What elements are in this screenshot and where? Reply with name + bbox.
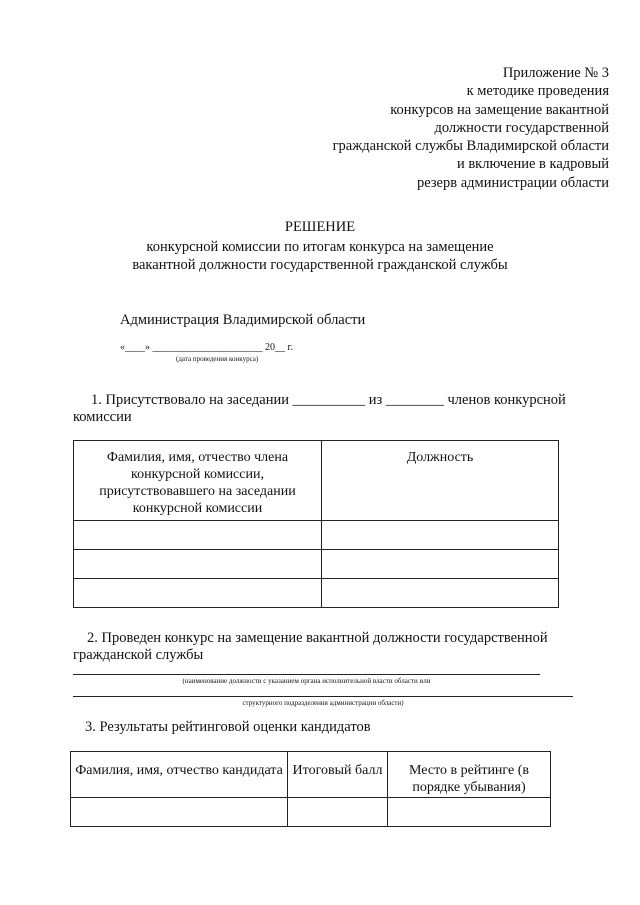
appendix-line: должности государственной <box>434 119 609 136</box>
candidate-rating-table <box>70 751 551 827</box>
table-cell <box>74 550 322 579</box>
administration-name: Администрация Владимирской области <box>120 312 366 328</box>
position-underline <box>73 674 540 675</box>
department-underline <box>73 696 573 697</box>
table-cell <box>322 550 559 579</box>
appendix-line: и включение в кадровый <box>456 156 609 173</box>
department-caption: структурного подразделения администрации области) <box>242 699 404 707</box>
table-cell <box>322 521 559 550</box>
table-cell <box>71 798 288 827</box>
appendix-block <box>333 64 609 192</box>
table-cell <box>322 579 559 608</box>
header-total-score: Итоговый балл <box>288 752 388 798</box>
appendix-line: конкурсов на замещение вакантной <box>390 101 609 118</box>
table-cell <box>388 798 551 827</box>
decision-title-block <box>0 218 640 274</box>
table-cell <box>74 521 322 550</box>
decision-subtitle: вакантной должности государственной гражданской службы <box>132 257 508 273</box>
appendix-line: резерв администрации области <box>416 174 609 191</box>
appendix-line: Приложение № 3 <box>502 65 609 81</box>
header-rating-place: Место в рейтинге (в порядке убывания) <box>388 752 551 798</box>
item1-text: 1. Присутствовало на заседании __________ из ________ членов конкурсной комиссии <box>73 392 566 425</box>
appendix-line: гражданской службы Владимирской области <box>332 138 609 155</box>
table-cell <box>74 579 322 608</box>
commission-members-table <box>73 440 559 608</box>
header-position: Должность <box>322 441 559 521</box>
item3-text: 3. Результаты рейтинговой оценки кандидатов <box>85 719 371 735</box>
date-line: «____» ______________________ 20__ г. <box>120 342 293 353</box>
header-candidate-name: Фамилия, имя, отчество кандидата <box>71 752 288 798</box>
table-cell <box>288 798 388 827</box>
appendix-line: к методике проведения <box>466 83 609 100</box>
item2-text: 2. Проведен конкурс на замещение вакантной должности государственной гражданской службы <box>73 630 548 663</box>
date-caption: (дата проведения конкурса) <box>176 355 259 363</box>
position-caption: (наименование должности с указанием органа исполнительной власти области или <box>182 677 431 685</box>
decision-subtitle: конкурсной комиссии по итогам конкурса на замещение <box>146 239 494 255</box>
decision-title: РЕШЕНИЕ <box>284 219 356 235</box>
header-member-name: Фамилия, имя, отчество члена конкурсной комиссии, присутствовавшего на заседании конкурсной комиссии <box>74 441 322 521</box>
